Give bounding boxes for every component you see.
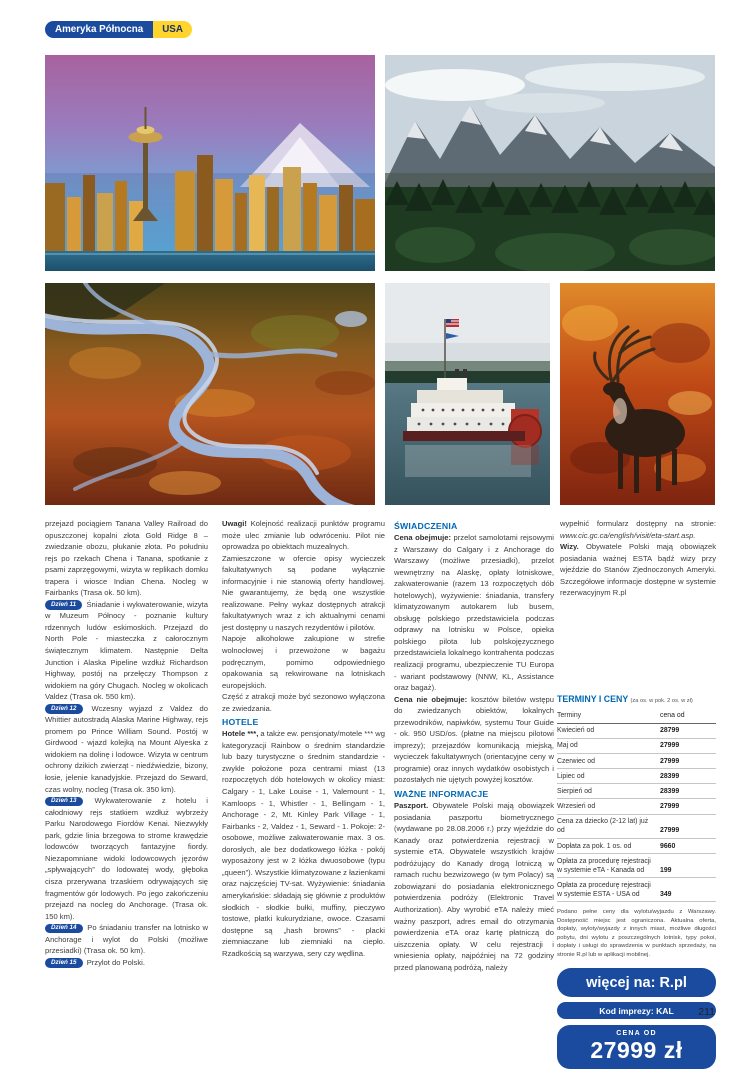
breadcrumb (45, 21, 192, 38)
price-row-label: Maj od (557, 742, 578, 750)
price-table-body (557, 724, 716, 903)
price-row (557, 754, 716, 769)
price-row-value: 27999 (660, 803, 680, 811)
paragraph: Uwagi! Kolejność realizacji punktów programu może ulec zmianie lub odwróceniu. Pilot nie oprowadza po obiektach muzealnych. (222, 519, 385, 552)
photo-tundra-river-aerial (45, 283, 375, 505)
price-panel (557, 694, 716, 1069)
paragraph: Hotele ***, a także ew. pensjonaty/motele *** wg kategoryzacji Rainbow o średnim standardzie lub bazy turystyczne o średnim standardzie - zwykle położone poza centrami miast (13 rozpoczętych dób hotelowych w okolicy miast: Calgary - 1, Lake Louise - 1, Valemount - 1, Kamloops - 1, Whistler - 1, Bellingam - 1, Anchorage - 2, Mt. Kinley Park Village - 1, Fairbanks - 2, Valdez - 1, Seward - 1. Pokoje: 2-osobowe, możliwe zakwaterowanie max. 3 os. dorosłych, ale bez dodatkowego łóżka - pokój wyposażony jest w 2 łóżka dwuosobowe (typu „queen”). Wszystkie klimatyzowane z łazienkami oraz najczęściej TV-sat. Wyżywienie: śniadania amerykańskie: składają się głównie z produktów słodkich - słodkie bułki, muffiny, pieczywo tostowe, płatki kukurydziane, owoce. Czasami dostępne są „hash browns” - placki ziemniaczane lub ziemniaki na ciepło. Rzadkością są warzywa, sery czy wędlina. (222, 729, 385, 958)
price-row-label: Cena za dziecko (2-12 lat) już od (557, 818, 649, 835)
section-heading: WAŻNE INFORMACJE (394, 789, 489, 800)
price-row (557, 784, 716, 799)
price-table-note: (za os. w pok. 2 os. w zł) (630, 698, 693, 704)
day-badge: Dzień 14 (45, 924, 83, 934)
price-label: CENA OD (616, 1030, 657, 1038)
photo-alaska-mountains (385, 55, 715, 271)
price-footnote: Podano pełne ceny dla wylotu/wyjazdu z Warszawy. Dostępność miejsc jest ograniczona. Aktualna oferta, dopłaty, wyloty/wyjazdy z innych miast, możliwe długości pobytu, dni wylotu z poszczególnych lotnisk, typy pokoi, dopłaty i usługi do sprawdzenia w punktach sprzedaży, na stronie R.pl lub w aplikacji mobilnej. (557, 909, 716, 958)
price-row-label: Dopłata za pok. 1 os. od (557, 842, 632, 850)
country-badge: USA (153, 21, 192, 38)
price-row-value: 27999 (660, 742, 680, 750)
price-row (557, 739, 716, 754)
paragraph: Napoje alkoholowe zakupione w strefie wolnocłowej i przewożone w bagażu podręcznym, pomimo odpowiedniego opakowania są rekwirowane na lotniskach europejskich. (222, 634, 385, 690)
price-row-label: Kwiecień od (557, 727, 595, 735)
price-table-header: Terminy cena od (557, 707, 716, 724)
price-row (557, 724, 716, 739)
price-row-value: 9660 (660, 842, 676, 850)
price-row (557, 878, 716, 902)
column-notes-hotels (222, 518, 385, 959)
paragraph: Dzień 15 Przylot do Polski. (45, 957, 208, 969)
price-row (557, 854, 716, 878)
price-row-value: 27999 (660, 757, 680, 765)
paragraph: Dzień 11 Śniadanie i wykwaterowanie, wizyta w Muzeum Północy - poznanie kultury rdzennych ludów eskimoskich. Przejazd do North Pole - miasteczka z całorocznym świątecznym klimatem. Następnie Delta Junction i Alaska Pipeline wzdłuż Richardson Highway, postój na przełęczy Thompson z widokiem na góry Chugach. Nocleg w okolicach Valdez (Trasa ok. 550 km). (45, 599, 208, 702)
day-badge: Dzień 11 (45, 600, 82, 610)
page-number: 211 (698, 1006, 715, 1018)
paragraph: przejazd pociągiem Tanana Valley Railroad do opuszczonej kopalni złota Gold Ridge 8 – zwiedzanie obozu, płukanie złota. Po południu rejs po rzekach Chena i Tanana, spotkanie z psami zaprzęgowymi, wizyta w replikach domku trapera i wiosce Indian Chena. Nocleg w Fairbanks (Trasa ok. 50 km). (45, 519, 208, 598)
price-row (557, 769, 716, 784)
price-row-label: Lipiec od (557, 772, 585, 780)
column-services-info (394, 518, 554, 973)
day-badge: Dzień 15 (45, 958, 83, 968)
paragraph: wypełnić formularz dostępny na stronie: www.cic.gc.ca/english/visit/eta-start.asp. (560, 519, 716, 540)
price-row-value: 28399 (660, 772, 680, 780)
region-tag: Ameryka Północna (45, 21, 153, 38)
column-visa-info (560, 518, 716, 599)
trip-code-badge: Kod imprezy: KAL (557, 1002, 716, 1019)
day-badge: Dzień 12 (45, 704, 83, 714)
paragraph: Zamieszczone w ofercie opisy wycieczek fakultatywnych są podane wyłącznie informacyjnie i nie stanowią oferty handlowej. Nie gwarantujemy, że będą one wszystkie realizowane. Pełny wykaz dostępnych atrakcji fakultatywnych wraz z ich aktualnymi cenami jest dostępny u naszych rezydentów i pilotów. (222, 553, 385, 632)
more-info-button[interactable]: więcej na: R.pl (557, 968, 716, 997)
price-value: 27999 zł (590, 1037, 683, 1064)
photo-seattle-skyline (45, 55, 375, 271)
url-link[interactable]: www.cic.gc.ca/english/visit/eta-start.asp. (560, 530, 696, 540)
paragraph: Część z atrakcji może być sezonowo wyłączona ze zwiedzania. (222, 692, 385, 713)
paragraph: Cena obejmuje: przelot samolotami rejsowymi z Warszawy do Calgary i z Anchorage do Warszawy (możliwe przesiadki), przelot wewnętrzny na Alaskę, opłaty lotniskowe, zakwaterowanie (razem 13 rozpoczętych dób hotelowych), wyżywienie: śniadania, transfery klimatyzowanym autokarem lub busem, obsługę polskiego przedstawiciela podczas odprawy na lotnisku w Polsce, opieka polskiego pilota lub polskojęzycznego przedstawiciela lokalnego kontrahenta podczas realizacji programu, ubezpieczenie TU Europa - wariant podstawowy (NNW, KL, Assistance oraz bagaż). (394, 533, 554, 693)
price-row-value: 27999 (660, 827, 680, 835)
paragraph: Dzień 12 Wczesny wyjazd z Valdez do Whittier autostradą Alaska Marine Highway, rejs promem po Prince William Sound. Postój w Girdwood - wjazd kolejką na Mount Alyeska z widokiem na dolinę i lodowce. Wizyta w centrum ochrony dzikich zwierząt - niedźwiedzie, bizony, łosie, jelenie kanadyjskie. Przejazd do Seward, czas wolny, nocleg (Trasa ok. 350 km). (45, 703, 208, 794)
price-box (557, 1025, 716, 1069)
paragraph: Dzień 13 Wykwaterowanie z hotelu i całodniowy rejs statkiem wzdłuż wybrzeży Parku Narodowego Fiordów Kenai. Niezwykły park, gdzie linia brzegowa to strome krawędzie lodowców tworzących fantazyjne fiordy. Niezapomniane widoki lodowcowych jęzorów „spływających” do lodowatej wody, głęboka cisza przerywana trzaskiem odrywających się fragmentów gór lodowych. Po jego zakończeniu przejazd na nocleg do Anchorage. (Trasa ok. 150 km). (45, 796, 208, 921)
photo-riverboat (385, 283, 550, 505)
section-heading: HOTELE (222, 717, 259, 728)
paragraph: Paszport. Obywatele Polski mają obowiązek posiadania paszportu biometrycznego (wydawane po 28.08.2006 r.) przy wjeździe do Kanady oraz potwierdzenia rejestracji w systemie eTA. Obywatele wszystkich krajów podróżujący do Kanady drogą lotniczą w ramach ruchu bezwizowego (w tym Polacy) są zobowiązani do posiadania elektronicznego potwierdzenia podróży (Elektronic Travel Authorization). Aby wyrobić eTA należy mieć ważny paszport, adres email do otrzymania powierdzenia eTA oraz kartę płatniczą do uiszczenia opłaty. W celu rejestracji i wniesienia opłaty, najpóźniej na 72 godziny przed planowaną podróżą, należy (394, 801, 554, 972)
price-row-label: Opłata za procedurę rejestracji w systemie ESTA - USA od (557, 881, 651, 898)
paragraph: Cena nie obejmuje: kosztów biletów wstępu do zwiedzanych obiektów, lokalnych przewodników, napiwków, systemu Tour Guide - ok. 950 USD/os. (płatne na miejscu pilotowi imprezy); przejazdów komunikacją miejską, wycieczek fakultatywnych (orientacyjne ceny w programie) oraz innych wydatków osobistych i pozostałych nie ujętych powyżej kosztów. (394, 694, 554, 785)
price-row-label: Wrzesień od (557, 803, 596, 811)
price-row-value: 28399 (660, 788, 680, 796)
price-row (557, 815, 716, 839)
price-row-label: Sierpień od (557, 788, 592, 796)
photo-caribou (560, 283, 715, 505)
section-heading: ŚWIADCZENIA (394, 521, 458, 531)
price-row-value: 199 (660, 866, 672, 874)
price-row (557, 839, 716, 854)
price-row-value: 28799 (660, 727, 680, 735)
paragraph: Wizy. Obywatele Polski mają obowiązek posiadania ważnej ESTA bądź wizy przy wjeździe do Stanów Zjednoczonych Ameryki. Szczegółowe informacje dostępne w systemie rezerwacyjnym R.pl (560, 542, 716, 598)
price-table-title: TERMINY I CENY (za os. w pok. 2 os. w zł) (557, 694, 693, 704)
price-row-label: Opłata za procedurę rejestracji w systemie eTA - Kanada od (557, 857, 651, 874)
column-itinerary (45, 518, 208, 968)
price-row-label: Czerwiec od (557, 757, 595, 765)
price-row (557, 799, 716, 814)
price-row-value: 349 (660, 890, 672, 898)
paragraph: Dzień 14 Po śniadaniu transfer na lotnisko w Anchorage i wylot do Polski (możliwe przesiadki) (Trasa ok. 50 km). (45, 923, 208, 956)
day-badge: Dzień 13 (45, 797, 83, 807)
